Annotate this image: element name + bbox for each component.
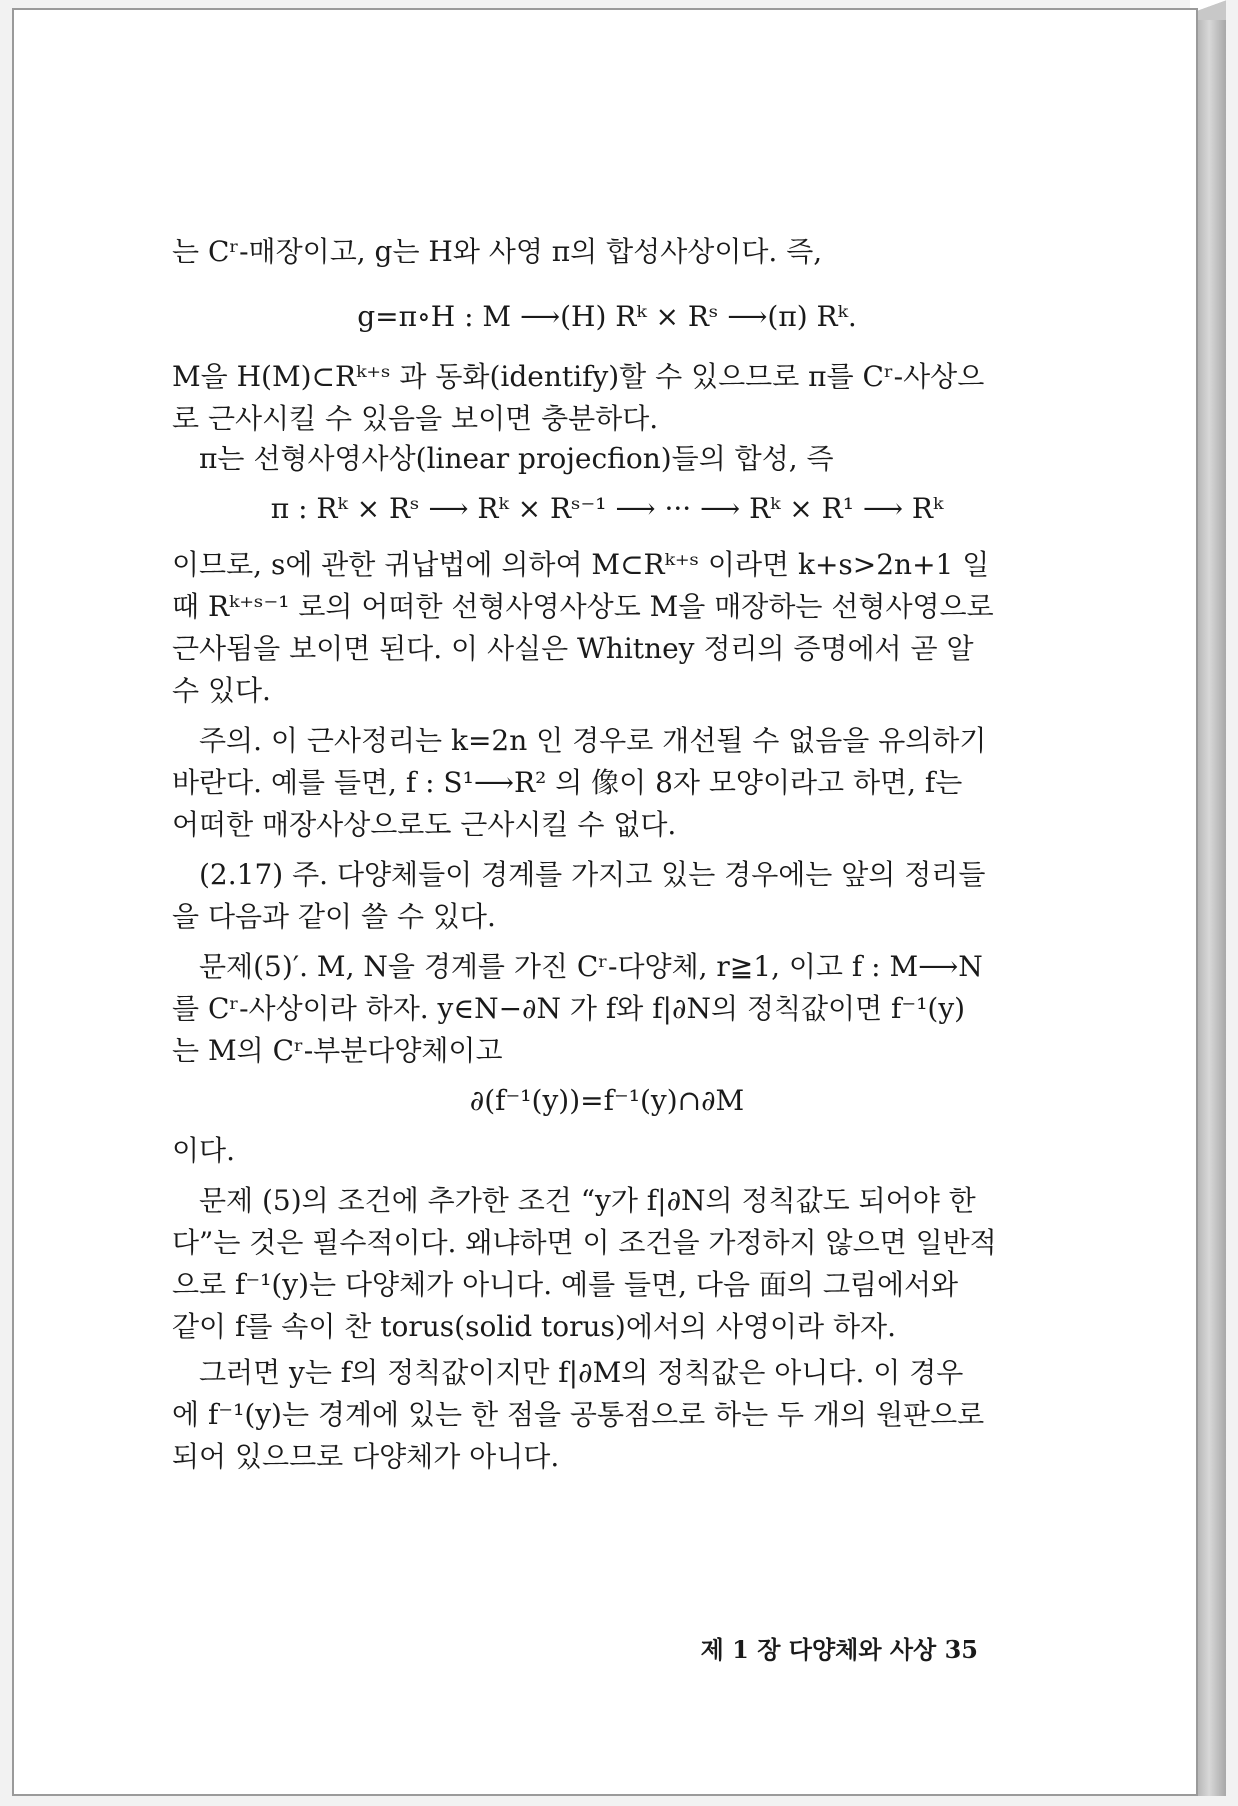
text-line: 수 있다. [172,674,271,707]
equation: π : Rᵏ × Rˢ ⟶ Rᵏ × Rˢ⁻¹ ⟶ ··· ⟶ Rᵏ × R¹ ⟶ Rᵏ [270,492,944,525]
text-line: 같이 f를 속이 찬 torus(solid torus)에서의 사영이라 하자. [172,1310,896,1343]
note-line: 주의. 이 근사정리는 k=2n 인 경우로 개선될 수 없음을 유의하기 [199,724,987,757]
text-line: 이므로, s에 관한 귀납법에 의하여 M⊂Rᵏ⁺ˢ 이라면 k+s>2n+1 일 [172,548,990,581]
text-line: 을 다음과 같이 쓸 수 있다. [172,900,496,933]
text-line: 때 Rᵏ⁺ˢ⁻¹ 로의 어떠한 선형사영사상도 M을 매장하는 선형사영으로 [172,590,994,623]
text-line: 를 Cʳ-사상이라 하자. y∈N−∂N 가 f와 f|∂N의 정칙값이면 f⁻¹(y) [172,992,966,1025]
text-line: 어떠한 매장사상으로도 근사시킬 수 없다. [172,808,677,841]
text-line: 으로 f⁻¹(y)는 다양체가 아니다. 예를 들면, 다음 面의 그림에서와 [172,1268,959,1301]
problem-line: 문제(5)′. M, N을 경계를 가진 Cʳ-다양체, r≧1, 이고 f : M⟶N [199,950,983,983]
text-line: 다”는 것은 필수적이다. 왜냐하면 이 조건을 가정하지 않으면 일반적 [172,1226,997,1259]
page-edge [1198,8,1226,1796]
text-line: 는 Cʳ-매장이고, g는 H와 사영 π의 합성사상이다. 즉, [172,235,823,268]
text-line: 그러면 y는 f의 정칙값이지만 f|∂M의 정칙값은 아니다. 이 경우 [199,1356,964,1389]
equation: ∂(f⁻¹(y))=f⁻¹(y)∩∂M [469,1084,745,1117]
book-page [12,8,1198,1796]
page-footer: 제 1 장 다양체와 사상 35 [700,1635,978,1664]
text-line: 문제 (5)의 조건에 추가한 조건 “y가 f|∂N의 정칙값도 되어야 한 [199,1184,976,1217]
text-line: 로 근사시킬 수 있음을 보이면 충분하다. [172,402,659,435]
equation: g=π∘H : M ⟶(H) Rᵏ × Rˢ ⟶(π) Rᵏ. [357,300,857,333]
text-line: 이다. [172,1134,235,1167]
text-line: 바란다. 예를 들면, f : S¹⟶R² 의 像이 8자 모양이라고 하면, f는 [172,766,963,799]
text-line: M을 H(M)⊂Rᵏ⁺ˢ 과 동화(identify)할 수 있으므로 π를 Cʳ-사상으 [172,360,985,393]
text-line: 에 f⁻¹(y)는 경계에 있는 한 점을 공통점으로 하는 두 개의 원판으로 [172,1398,985,1431]
text-line: 는 M의 Cʳ-부분다양체이고 [172,1034,503,1067]
text-line: π는 선형사영사상(linear projecfion)들의 합성, 즉 [199,442,834,475]
text-line: 근사됨을 보이면 된다. 이 사실은 Whitney 정리의 증명에서 곧 알 [172,632,974,665]
remark-line: (2.17) 주. 다양체들이 경계를 가지고 있는 경우에는 앞의 정리들 [199,858,986,891]
text-line: 되어 있으므로 다양체가 아니다. [172,1440,560,1473]
